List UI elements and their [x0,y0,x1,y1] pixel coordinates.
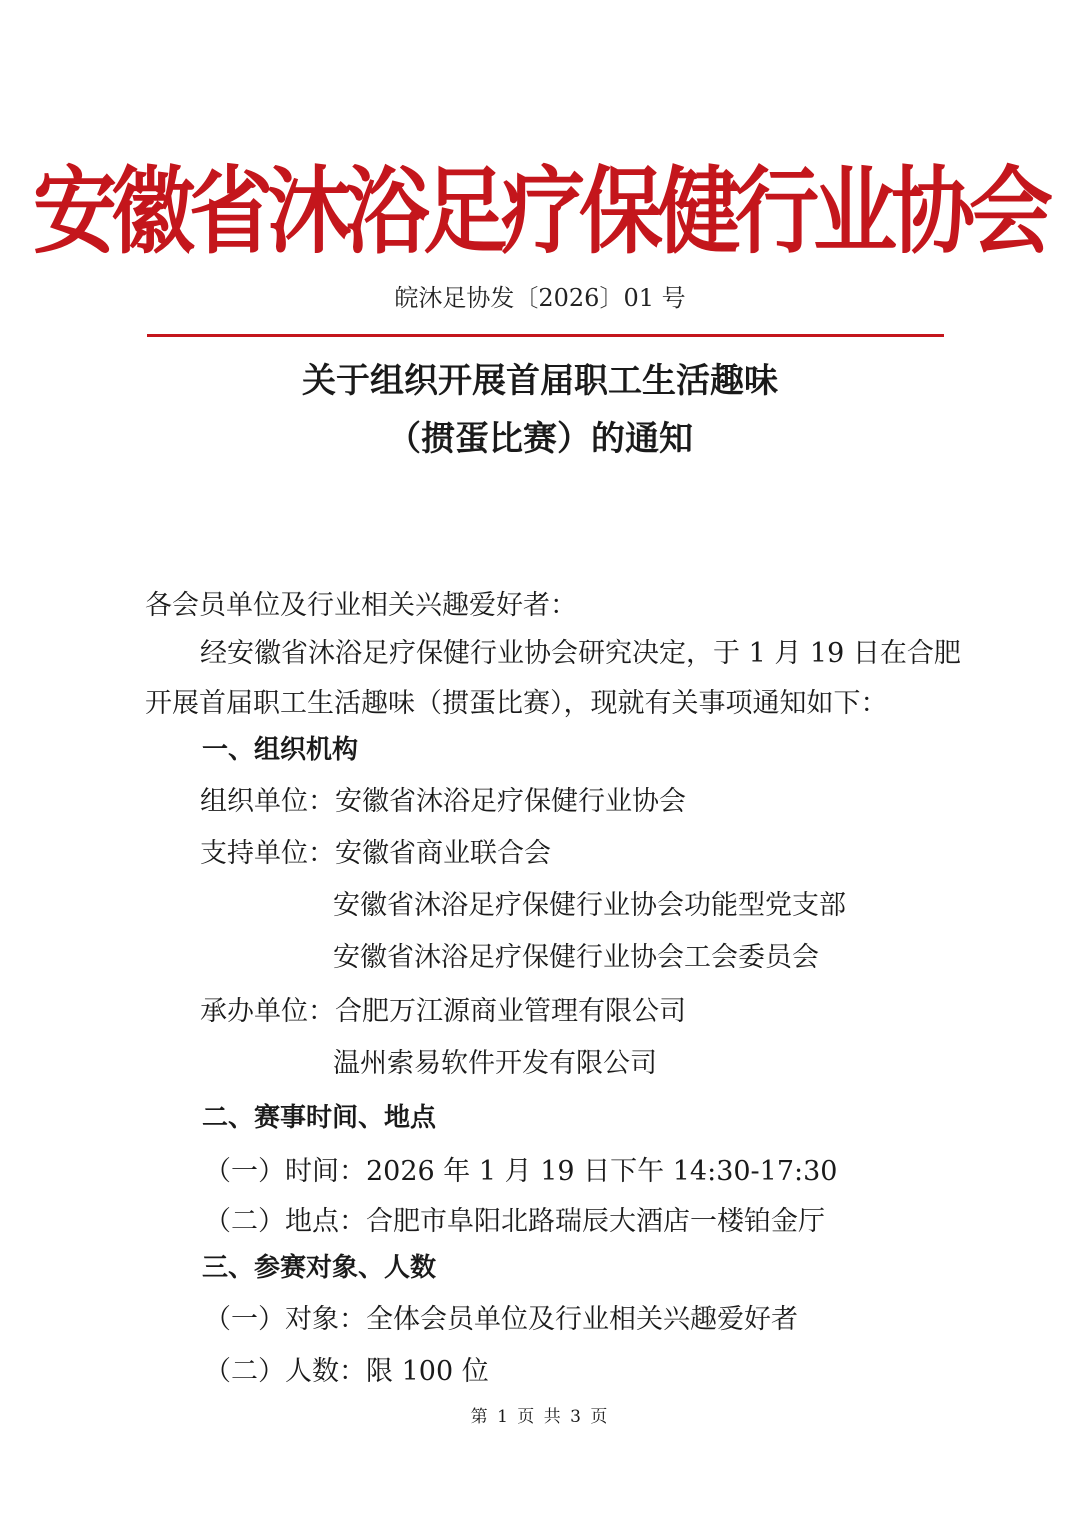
section-heading-time-place: 二、赛事时间、地点 [202,1103,437,1133]
participant-count: （二）人数：限 100 位 [204,1356,489,1387]
intro-line-2: 开展首届职工生活趣味（掼蛋比赛），现就有关事项通知如下： [145,688,888,719]
supporter-line-2: 安徽省沐浴足疗保健行业协会功能型党支部 [333,890,846,921]
section-heading-organization: 一、组织机构 [202,735,359,765]
participant-target: （一）对象：全体会员单位及行业相关兴趣爱好者 [204,1304,798,1335]
page-indicator: 第 1 页 共 3 页 [470,1407,610,1427]
host-line-2: 温州索易软件开发有限公司 [333,1048,657,1079]
notice-title-line-2: （掼蛋比赛）的通知 [387,419,693,459]
event-place: （二）地点：合肥市阜阳北路瑞辰大酒店一楼铂金厅 [204,1206,825,1237]
organizer-line: 组织单位：安徽省沐浴足疗保健行业协会 [200,786,686,817]
organization-name: 安徽省沐浴足疗保健行业协会 [32,155,1047,267]
notice-title [0,352,1080,468]
section-heading-participants: 三、参赛对象、人数 [202,1253,437,1283]
document-number: 皖沐足协发〔2026〕01 号 [394,284,686,312]
event-time: （一）时间：2026 年 1 月 19 日下午 14:30-17:30 [204,1156,838,1187]
red-divider-line [147,334,944,337]
supporter-line-1: 支持单位：安徽省商业联合会 [200,838,551,869]
intro-line-1: 经安徽省沐浴足疗保健行业协会研究决定，于 1 月 19 日在合肥 [200,638,961,669]
salutation: 各会员单位及行业相关兴趣爱好者： [145,590,577,621]
host-line-1: 承办单位：合肥万江源商业管理有限公司 [200,996,686,1027]
notice-title-line-1: 关于组织开展首届职工生活趣味 [302,361,778,401]
supporter-line-3: 安徽省沐浴足疗保健行业协会工会委员会 [333,942,819,973]
